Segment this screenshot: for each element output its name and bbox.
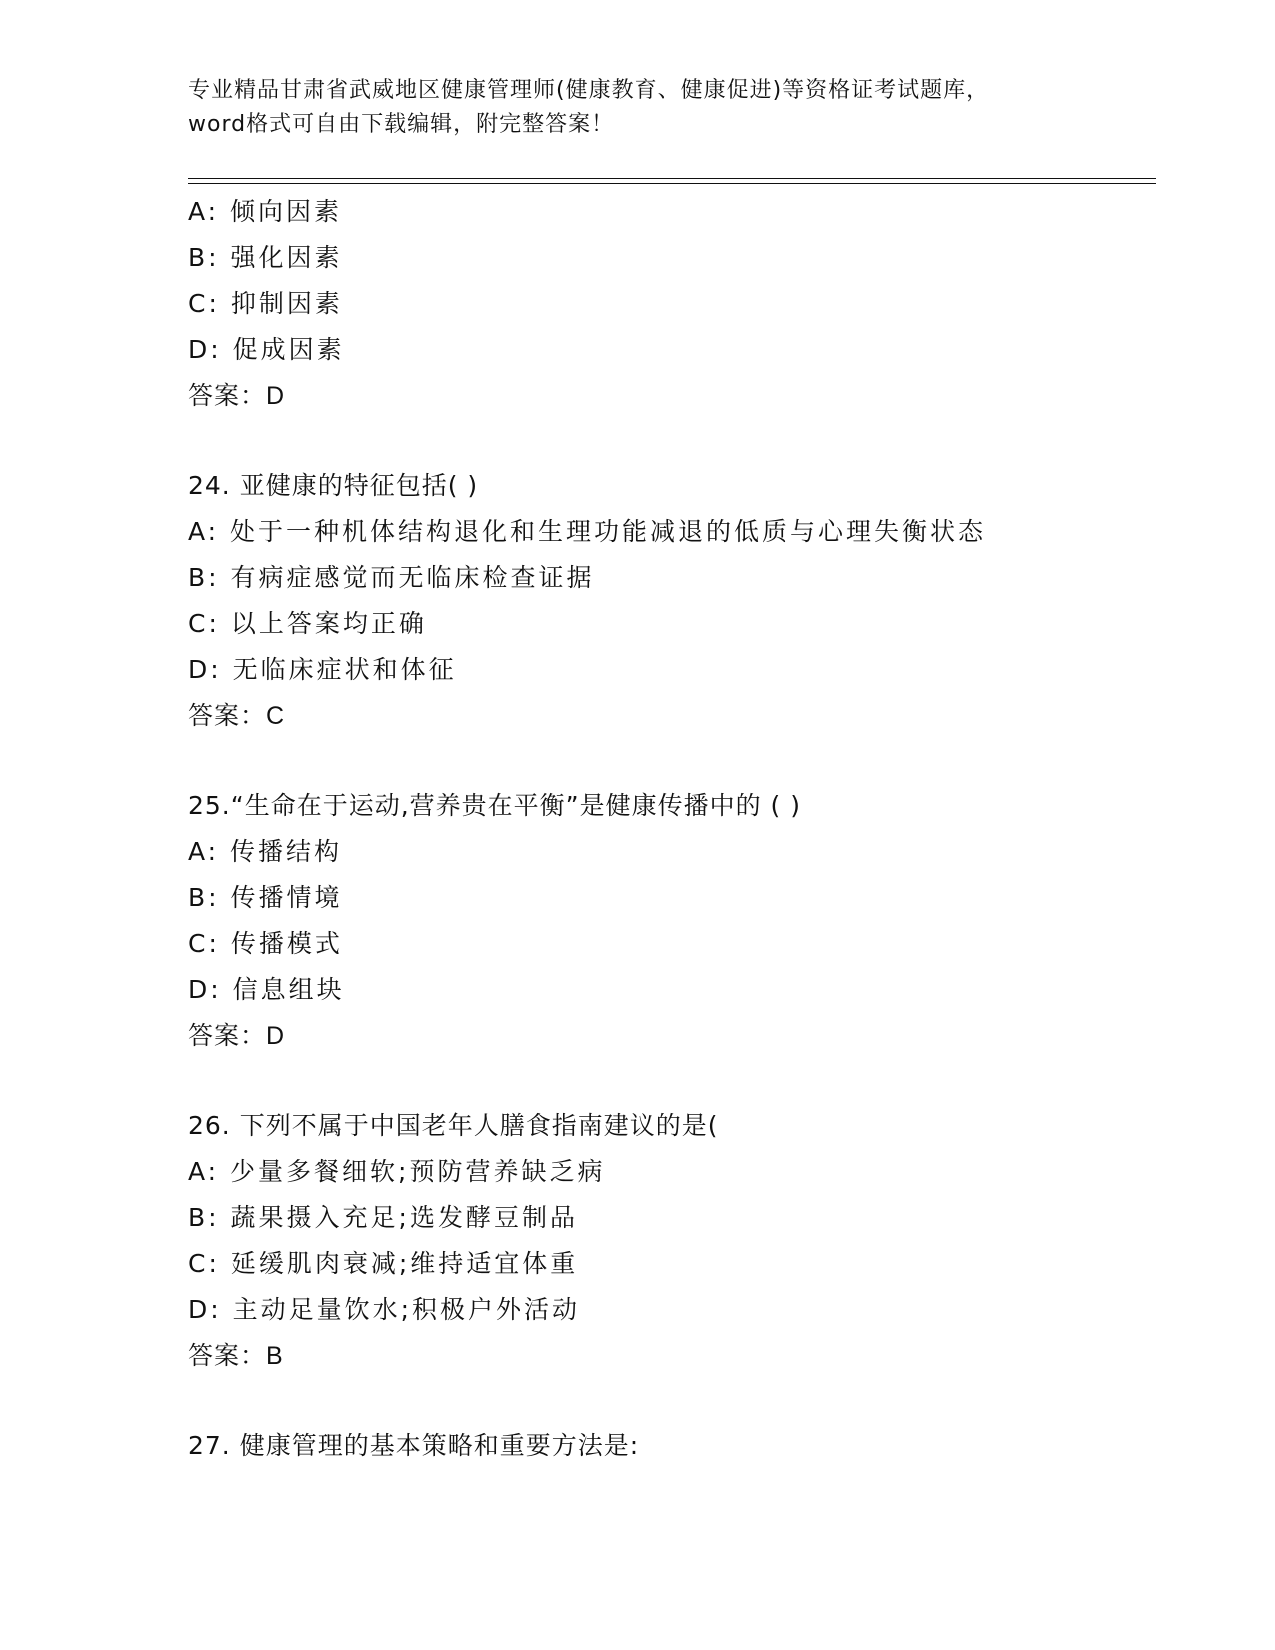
answer-line: 答案：D <box>188 382 286 410</box>
option-d: D: 无临床症状和体征 <box>188 655 457 684</box>
option-c: C: 传播模式 <box>188 929 343 958</box>
spacer <box>188 419 1168 463</box>
question-text: 27. 健康管理的基本策略和重要方法是: <box>188 1431 640 1460</box>
question-text: 25.“生命在于运动,营养贵在平衡”是健康传播中的 ( ) <box>188 791 802 820</box>
header-line-2: word格式可自由下载编辑，附完整答案！ <box>188 112 615 137</box>
question-23 <box>188 189 1168 419</box>
option-b: B: 传播情境 <box>188 883 343 912</box>
question-text: 26. 下列不属于中国老年人膳食指南建议的是( <box>188 1111 719 1140</box>
option-d: D: 促成因素 <box>188 335 345 364</box>
header-divider-top <box>188 178 1156 179</box>
option-c: C: 以上答案均正确 <box>188 609 427 638</box>
spacer <box>188 1059 1168 1103</box>
question-25 <box>188 783 1168 1059</box>
option-b: B: 强化因素 <box>188 243 343 272</box>
option-b: B: 蔬果摄入充足;选发酵豆制品 <box>188 1203 578 1232</box>
question-24 <box>188 463 1168 739</box>
header-divider-bottom <box>188 183 1156 184</box>
option-b: B: 有病症感觉而无临床检查证据 <box>188 563 595 592</box>
option-c: C: 延缓肌肉衰减;维持适宜体重 <box>188 1249 579 1278</box>
option-d: D: 信息组块 <box>188 975 345 1004</box>
option-a: A: 处于一种机体结构退化和生理功能减退的低质与心理失衡状态 <box>188 517 987 546</box>
option-a: A: 少量多餐细软;预防营养缺乏病 <box>188 1157 606 1186</box>
question-list <box>188 189 1168 1469</box>
question-text: 24. 亚健康的特征包括( ) <box>188 471 479 500</box>
spacer <box>188 739 1168 783</box>
option-a: A: 倾向因素 <box>188 197 343 226</box>
document-header <box>188 74 1088 142</box>
answer-line: 答案：B <box>188 1342 284 1370</box>
question-27 <box>188 1423 1168 1469</box>
question-26 <box>188 1103 1168 1379</box>
option-a: A: 传播结构 <box>188 837 343 866</box>
spacer <box>188 1379 1168 1423</box>
header-line-1: 专业精品甘肃省武威地区健康管理师(健康教育、健康促进)等资格证考试题库， <box>188 78 990 103</box>
answer-line: 答案：C <box>188 702 286 730</box>
answer-line: 答案：D <box>188 1022 286 1050</box>
option-d: D: 主动足量饮水;积极户外活动 <box>188 1295 581 1324</box>
option-c: C: 抑制因素 <box>188 289 343 318</box>
